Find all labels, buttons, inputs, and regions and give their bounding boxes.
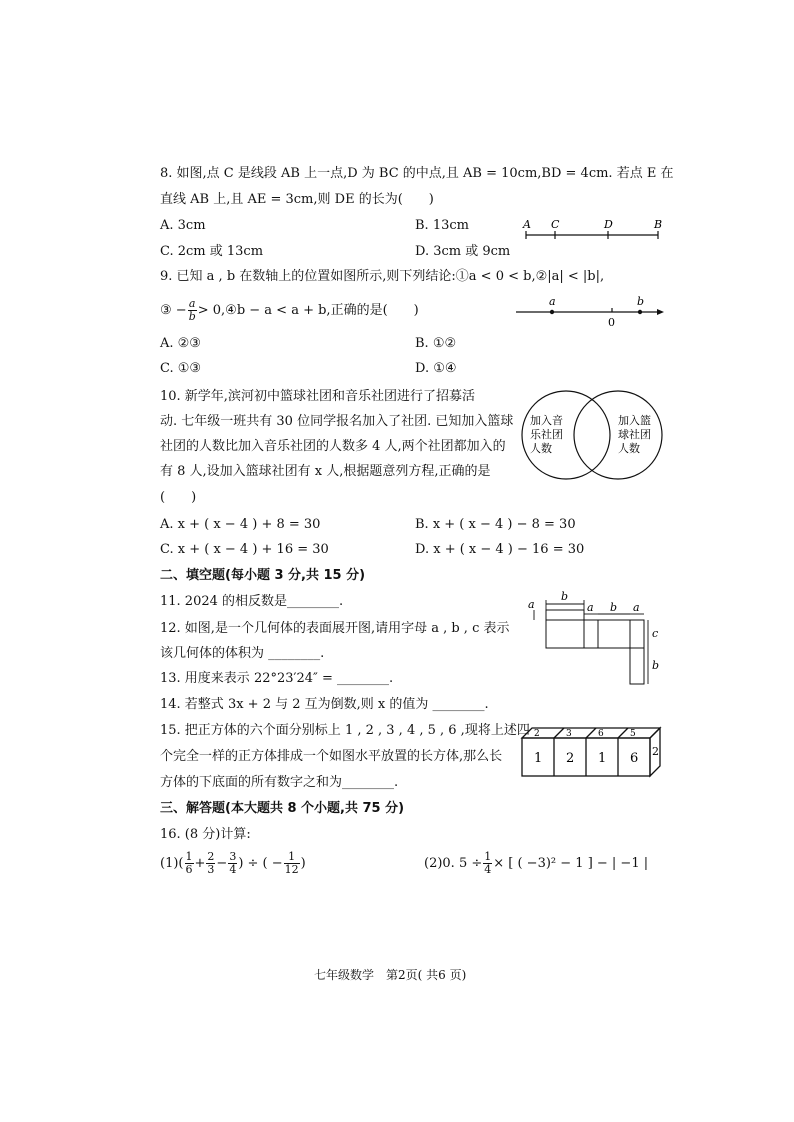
q16-p2-pre: (2)0. 5 ÷ (424, 856, 483, 871)
q9-label-b: b (637, 295, 645, 308)
q10-option-b: B. x + ( x − 4 ) − 8 = 30 (415, 517, 576, 532)
q8-label-b: B (654, 218, 663, 231)
q8-option-c: C. 2cm 或 13cm (160, 244, 264, 259)
q9-line1: 9. 已知 a , b 在数轴上的位置如图所示,则下列结论:①a < 0 < b,②|a| < |b|, (160, 269, 605, 284)
q9-option-b: B. ①② (415, 336, 457, 351)
venn-right-line2: 球社团 (618, 428, 651, 441)
q8-segment-figure (518, 216, 668, 244)
q16-p1-frac1-num: 1 (185, 850, 193, 863)
q13: 13. 用度来表示 22°23′24″ = ________. (160, 671, 394, 686)
q9-option-a: A. ②③ (160, 336, 201, 351)
q15-top-3: 6 (598, 729, 604, 739)
section-fill-in-title: 二、填空题(每小题 3 分,共 15 分) (160, 568, 366, 583)
q16-p1-frac2-den: 3 (207, 863, 215, 876)
q16-p1-mid: ) ÷ ( − (238, 856, 283, 871)
q16-p2-frac-den: 4 (484, 863, 492, 876)
q9-option-d: D. ①④ (415, 361, 457, 376)
q9-label-zero: 0 (608, 316, 615, 328)
q15-line3: 方体的下底面的所有数字之和为________. (160, 775, 399, 790)
q16-p1-op1: + (194, 856, 206, 871)
q16-p1-frac4-den: 12 (284, 863, 299, 876)
q9-option-c: C. ①③ (160, 361, 202, 376)
q16-p2-frac-num: 1 (484, 850, 492, 863)
q15-front-4: 6 (630, 751, 639, 766)
q12-line1: 12. 如图,是一个几何体的表面展开图,请用字母 a , b , c 表示 (160, 621, 510, 636)
q16-p1-frac2-num: 2 (207, 850, 215, 863)
q15-front-2: 2 (566, 751, 575, 766)
q9-number-line (512, 294, 672, 328)
q12-left-label-a: a (528, 598, 535, 611)
q16-p1-frac3-den: 4 (229, 863, 237, 876)
q15-side-number: 2 (652, 745, 659, 758)
q10-line2: 动. 七年级一班共有 30 位同学报名加入了社团. 已知加入篮球 (160, 414, 514, 429)
venn-right-line1: 加入篮 (618, 414, 651, 427)
q16-p1-label: (1) (160, 856, 179, 871)
venn-left-line3: 人数 (530, 442, 552, 455)
q9-frac-num: a (188, 297, 196, 310)
q15-line2: 个完全一样的正方体排成一个如图水平放置的长方体,那么长 (160, 749, 503, 764)
q16-p1-op2: − (216, 856, 228, 871)
venn-right-line3: 人数 (618, 442, 640, 455)
q15-line1: 15. 把正方体的六个面分别标上 1 , 2 , 3 , 4 , 5 , 6 ,现将上述四 (160, 723, 530, 738)
q8-label-c: C (551, 218, 560, 231)
q10-line5: ( ) (160, 490, 197, 505)
q8-line1: 8. 如图,点 C 是线段 AB 上一点,D 为 BC 的中点,且 AB = 10cm,BD = 4cm. 若点 E 在 (160, 166, 674, 181)
q10-option-a: A. x + ( x − 4 ) + 8 = 30 (160, 517, 321, 532)
q16-p1-frac1 (185, 851, 194, 876)
q16-p1-frac1-den: 6 (185, 863, 193, 876)
q8-option-b: B. 13cm (415, 218, 469, 233)
q16-p1-frac4 (284, 851, 300, 876)
q12-right-label-b: b (652, 659, 660, 672)
q15-front-1: 1 (534, 751, 543, 766)
q16-p1-frac3 (228, 851, 237, 876)
q12-line2: 该几何体的体积为 ________. (160, 646, 325, 661)
q11: 11. 2024 的相反数是________. (160, 594, 344, 609)
venn-left-line1: 加入音 (530, 414, 563, 427)
q8-line2: 直线 AB 上,且 AE = 3cm,则 DE 的长为( ) (160, 192, 434, 207)
q10-option-c: C. x + ( x − 4 ) + 16 = 30 (160, 542, 329, 557)
q15-top-4: 5 (630, 729, 636, 739)
q16-p1-frac4-num: 1 (284, 851, 300, 864)
q16-p1-close: ) (300, 856, 306, 871)
q10-venn-diagram (518, 388, 668, 484)
page-footer: 七年级数学 第2页( 共6 页) (314, 968, 467, 982)
q9-frac-den: b (188, 310, 196, 323)
q14: 14. 若整式 3x + 2 与 2 互为倒数,则 x 的值为 ________. (160, 697, 489, 712)
q15-top-2: 3 (566, 729, 572, 739)
q9-line2-post: > 0,④b − a < a + b,正确的是( ) (197, 303, 419, 318)
q16-p2-frac (483, 851, 492, 876)
q9-line2 (160, 298, 419, 323)
q8-label-d: D (604, 218, 613, 231)
q16-part2 (424, 850, 648, 878)
q15-front-3: 1 (598, 751, 607, 766)
q16-p1-frac3-num: 3 (229, 850, 237, 863)
q16-p1-frac2 (206, 851, 215, 876)
q12-top-label-a1: a (587, 601, 594, 614)
q10-line3: 社团的人数比加入音乐社团的人数多 4 人,两个社团都加入的 (160, 439, 506, 454)
venn-left-line2: 乐社团 (530, 428, 563, 441)
q12-top-label-b2: b (610, 601, 618, 614)
q10-line1: 10. 新学年,滨河初中篮球社团和音乐社团进行了招募活 (160, 389, 475, 404)
q12-net-figure (528, 588, 668, 686)
q10-line4: 有 8 人,设加入篮球社团有 x 人,根据题意列方程,正确的是 (160, 464, 491, 479)
q9-label-a: a (549, 295, 556, 308)
q16-part1 (160, 850, 306, 878)
q12-top-label-a2: a (633, 601, 640, 614)
q16-p1-open: ( (178, 856, 184, 871)
q16-p2-post: × [ ( −3)² − 1 ] − | −1 | (493, 856, 649, 871)
q8-option-a: A. 3cm (160, 218, 206, 233)
q15-top-1: 2 (534, 729, 540, 739)
q9-fraction (188, 298, 197, 323)
q8-label-a: A (523, 218, 531, 231)
q12-right-label-c: c (652, 627, 659, 640)
q9-line2-pre: ③ − (160, 303, 187, 318)
q12-top-label-b1: b (561, 590, 569, 603)
q10-option-d: D. x + ( x − 4 ) − 16 = 30 (415, 542, 585, 557)
section-solve-title: 三、解答题(本大题共 8 个小题,共 75 分) (160, 801, 405, 816)
q15-cuboid-figure (518, 724, 668, 782)
q8-option-d: D. 3cm 或 9cm (415, 244, 511, 259)
q16-title: 16. (8 分)计算: (160, 827, 251, 842)
